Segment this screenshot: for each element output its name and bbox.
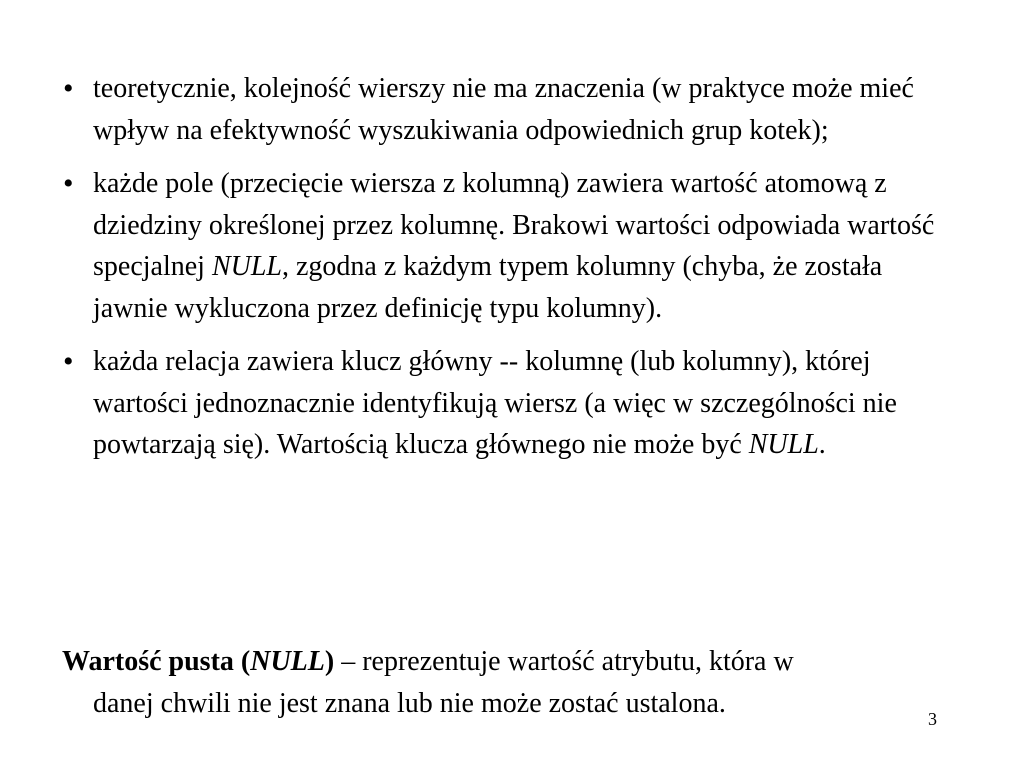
bullet-text: teoretycznie, kolejność wierszy nie ma znaczenia (w praktyce może mieć wpływ na efektywność wyszukiwania odpowiednich grup kotek);: [93, 73, 914, 146]
bullet-text-part: , zgodna z każdym typem kolumny (chyba, że została jawnie wykluczona przez definicję typu kolumny).: [93, 251, 883, 324]
bullet-icon: •: [63, 345, 74, 378]
definition-text: – reprezentuje wartość atrybutu, która w: [334, 646, 794, 677]
bullet-item-primary-key: [62, 341, 962, 466]
bullet-icon: •: [63, 167, 74, 200]
definition-term-text: ): [324, 646, 335, 677]
bullet-item-row-order: [62, 68, 962, 151]
bullet-item-atomic-values: [62, 163, 962, 329]
bullet-text-part: każde pole (przecięcie wiersza z kolumną) zawiera wartość atomową z dziedziny określonej przez kolumnę. Brakowi wartości odpowiada wartość specjalnej: [93, 168, 935, 282]
definition-term-text: Wartość pusta (: [62, 646, 251, 677]
null-definition: [62, 641, 962, 724]
bullet-list: [62, 68, 962, 478]
definition-term: [62, 646, 334, 677]
null-keyword: NULL: [211, 251, 282, 282]
page-number: 3: [928, 709, 937, 729]
bullet-icon: •: [63, 72, 74, 105]
bullet-text-part: .: [818, 429, 826, 460]
null-keyword: NULL: [748, 429, 819, 460]
bullet-text-part: każda relacja zawiera klucz główny -- kolumnę (lub kolumny), której wartości jednoznacznie identyfikują wiersz (a więc w szczególności nie powtarzają się). Wartością klucza głównego nie może być: [93, 346, 897, 460]
null-keyword: NULL: [250, 646, 325, 677]
definition-text-continued: danej chwili nie jest znana lub nie może zostać ustalona.: [93, 687, 726, 719]
